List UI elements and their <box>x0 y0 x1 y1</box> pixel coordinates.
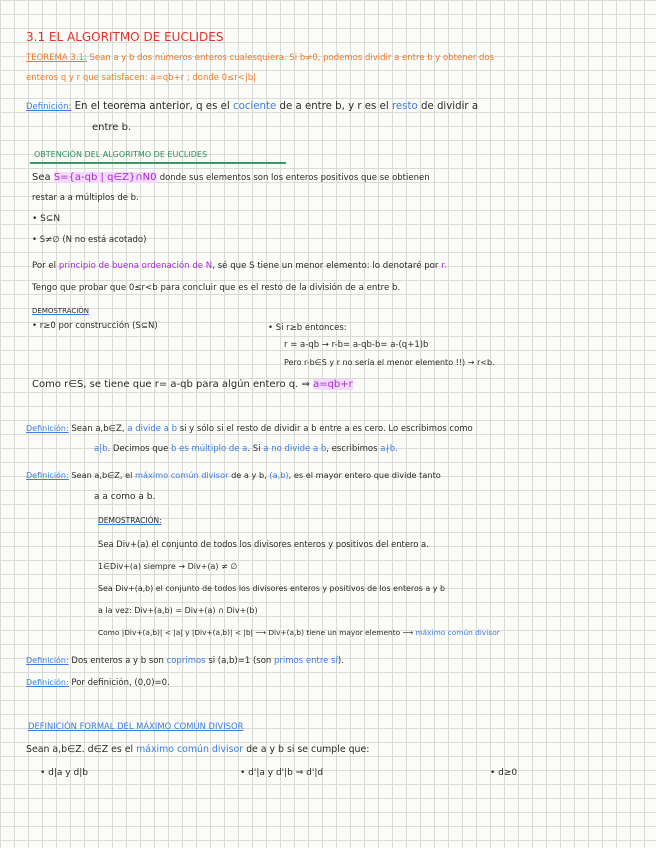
def-coprimos-post: ). <box>337 656 344 666</box>
def-mcd-line-1 <box>26 471 441 480</box>
demo-mcd-4: a la vez: Div+(a,b) = Div+(a) ∩ Div+(b) <box>98 606 258 615</box>
def-mcd-notation: (a,b) <box>269 470 289 480</box>
set-definition: S={a-qb | q∈Z}∩N0 <box>53 172 157 183</box>
term-coprimos: coprimos <box>166 656 206 666</box>
principio-line <box>32 262 447 272</box>
obtencion-heading-underline <box>30 162 286 164</box>
demo-left: • r≥0 por construcción (S⊆N) <box>32 321 158 331</box>
teorema-text-1: Sean a y b dos números enteros cualesquiera. Si b≠0, podemos dividir a entre b y obtener dos <box>89 53 495 63</box>
demo-mcd-5 <box>98 629 500 638</box>
formal-post: de a y b si se cumple que: <box>246 744 370 755</box>
def-divide-term: a divide a b <box>127 424 177 434</box>
def-divide-line-2 <box>94 445 398 455</box>
sea-post: donde sus elementos son los enteros positivos que se obtienen <box>159 173 430 183</box>
def1-line-2: entre b. <box>92 122 132 133</box>
def-divide-l2-mid3: , escribimos <box>326 444 378 454</box>
teorema-label: TEOREMA 3.1: <box>26 53 87 63</box>
condition-3: • d≥0 <box>490 768 518 778</box>
sea-line <box>32 172 430 184</box>
principio-post: , sé que S tiene un menor elemento: lo denotaré por <box>212 261 439 271</box>
demo-mcd-3: Sea Div+(a,b) el conjunto de todos los divisores enteros y positivos de los enteros a y b <box>98 584 445 593</box>
def-divide-post: si y sólo si el resto de dividir a b entre a es cero. Lo escribimos como <box>179 424 473 434</box>
demo-mcd-5-result: máximo común divisor <box>415 628 500 637</box>
demo-mcd-2: 1∈Div+(a) siempre → Div+(a) ≠ ∅ <box>98 562 238 571</box>
def1-post: de dividir a <box>420 101 479 112</box>
def-coprimos-mid: si (a,b)=1 (son <box>208 656 272 666</box>
bullet-s-subset: • S⊆N <box>32 214 61 224</box>
def1-term-resto: resto <box>391 101 418 112</box>
sea-pre: Sea <box>32 172 51 183</box>
def1-line-1 <box>26 101 478 113</box>
teorema-line-2: enteros q y r que satisfacen: a=qb+r ; donde 0≤r<|b| <box>26 73 256 83</box>
formal-heading: DEFINICIÓN FORMAL DEL MÁXIMO COMÚN DIVISOR <box>28 721 244 731</box>
def-mcd-mid: de a y b, <box>231 470 267 480</box>
como-line <box>32 379 353 391</box>
def-coprimos-pre: Dos enteros a y b son <box>71 656 164 666</box>
demostracion-label-1: DEMOSTRACIÓN <box>32 307 90 315</box>
como-pre: Como r∈S, se tiene que r= a-qb para algún entero q. ⇒ <box>32 379 310 390</box>
def-divide-l2-mid: . Decimos que <box>107 444 169 454</box>
def-00-text: Por definición, (0,0)=0. <box>71 678 170 688</box>
def1-label: Definición: <box>26 102 72 112</box>
condition-1: • d|a y d|b <box>40 768 88 778</box>
def-mcd-pre: Sean a,b∈Z, el <box>71 470 133 480</box>
formal-line <box>26 745 369 756</box>
def-mcd-post: , es el mayor entero que divide tanto <box>288 470 441 480</box>
principio-term: principio de buena ordenación de N <box>58 261 213 271</box>
demo-right-3: Pero r-b∈S y r no sería el menor elemento !!) → r<b. <box>284 358 495 367</box>
def1-term-cociente: cociente <box>232 101 277 112</box>
formal-pre: Sean a,b∈Z. d∈Z es el <box>26 744 134 755</box>
principio-pre: Por el <box>32 261 57 271</box>
teorema-line-1 <box>26 54 494 64</box>
def-coprimos-line <box>26 656 344 667</box>
probar-line: Tengo que probar que 0≤r<b para concluir que es el resto de la división de a entre b. <box>32 283 401 293</box>
def1-mid: de a entre b, y r es el <box>279 101 389 112</box>
sea-line-2: restar a a múltiplos de b. <box>32 193 139 203</box>
def1-pre: En el teorema anterior, q es el <box>74 101 230 112</box>
bullet-s-nonempty: • S≠∅ (N no está acotado) <box>32 235 147 245</box>
def-mcd-term: máximo común divisor <box>135 470 229 480</box>
term-no-divide: a no divide a b <box>263 444 327 454</box>
como-result: a=qb+r <box>313 379 353 390</box>
page-title: 3.1 EL ALGORITMO DE EUCLIDES <box>26 30 224 44</box>
demo-right-2: r = a-qb → r-b= a-qb-b= a-(q+1)b <box>284 340 429 350</box>
notation-a-not-divides-b: a∤b. <box>380 444 398 454</box>
obtencion-heading: OBTENCIÓN DEL ALGORITMO DE EUCLIDES <box>34 150 208 159</box>
def-divide-line-1 <box>26 424 473 435</box>
def-mcd-line-2: a a como a b. <box>94 492 156 502</box>
principio-r: r. <box>441 261 447 271</box>
def-coprimos-label: Definición: <box>26 656 69 665</box>
notation-a-divides-b: a|b <box>94 444 108 454</box>
demo-mcd-5-pre: Como |Div+(a,b)| < |a| y |Div+(a,b)| < |b| ⟶ Div+(a,b) tiene un mayor elemento ⟶ <box>98 628 414 637</box>
def-mcd-label: Definición: <box>26 471 69 480</box>
def-00-label: Definición: <box>26 678 69 687</box>
def-divide-l2-mid2: . Si <box>247 444 261 454</box>
def-divide-label: Definición: <box>26 424 69 433</box>
condition-2: • d'|a y d'|b ⇒ d'|d <box>240 768 324 778</box>
def-divide-pre: Sean a,b∈Z, <box>71 424 125 434</box>
demostracion-label-2: DEMOSTRACIÓN: <box>98 516 162 525</box>
term-multiplo: b es múltiplo de a <box>171 444 248 454</box>
def-00-line <box>26 678 170 689</box>
demo-right-1: • Si r≥b entonces: <box>268 323 347 333</box>
demo-mcd-1: Sea Div+(a) el conjunto de todos los divisores enteros y positivos del entero a. <box>98 539 429 549</box>
formal-term: máximo común divisor <box>136 744 244 755</box>
term-primos-entre-si: primos entre sí <box>274 656 338 666</box>
